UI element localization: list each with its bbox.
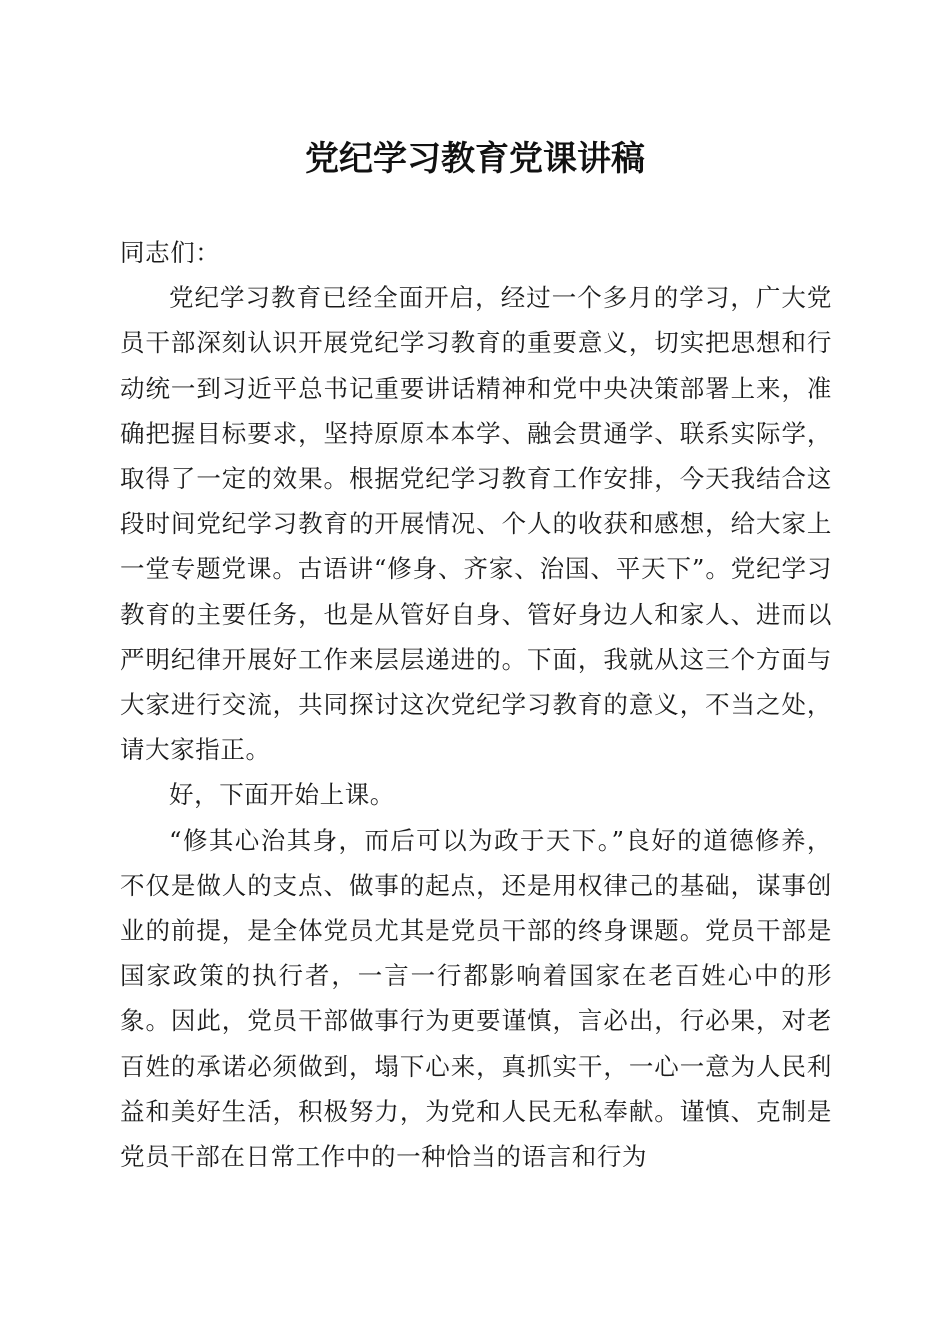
paragraph-intro: 党纪学习教育已经全面开启，经过一个多月的学习，广大党员干部深刻认识开展党纪学习教育的重要意义，切实把思想和行动统一到习近平总书记重要讲话精神和党中央决策部署上来，准确把握目标要求，坚持原原本本学、融会贯通学、联系实际学，取得了一定的效果。根据党纪学习教育工作安排，今天我结合这段时间党纪学习教育的开展情况、个人的收获和感想，给大家上一堂专题党课。古语讲“修身、齐家、治国、平天下”。党纪学习教育的主要任务，也是从管好自身、管好身边人和家人、进而以严明纪律开展好工作来层层递进的。下面，我就从这三个方面与大家进行交流，共同探讨这次党纪学习教育的意义，不当之处，请大家指正。	[120, 283, 832, 765]
document-title: 党纪学习教育党课讲稿	[305, 139, 645, 179]
document-body	[120, 230, 832, 1179]
salutation: 同志们：	[120, 238, 221, 267]
paragraph-self-cultivation: “修其心治其身，而后可以为政于天下。”良好的道德修养，不仅是做人的支点、做事的起点，还是用权律己的基础，谋事创业的前提，是全体党员尤其是党员干部的终身课题。党员干部是国家政策的执行者，一言一行都影响着国家在老百姓心中的形象。因此，党员干部做事行为更要谨慎，言必出，行必果，对老百姓的承诺必须做到，塌下心来，真抓实干，一心一意为人民利益和美好生活，积极努力，为党和人民无私奉献。谨慎、克制是党员干部在日常工作中的一种恰当的语言和行为	[120, 825, 832, 1172]
paragraph-start-class: 好，下面开始上课。	[169, 780, 395, 810]
